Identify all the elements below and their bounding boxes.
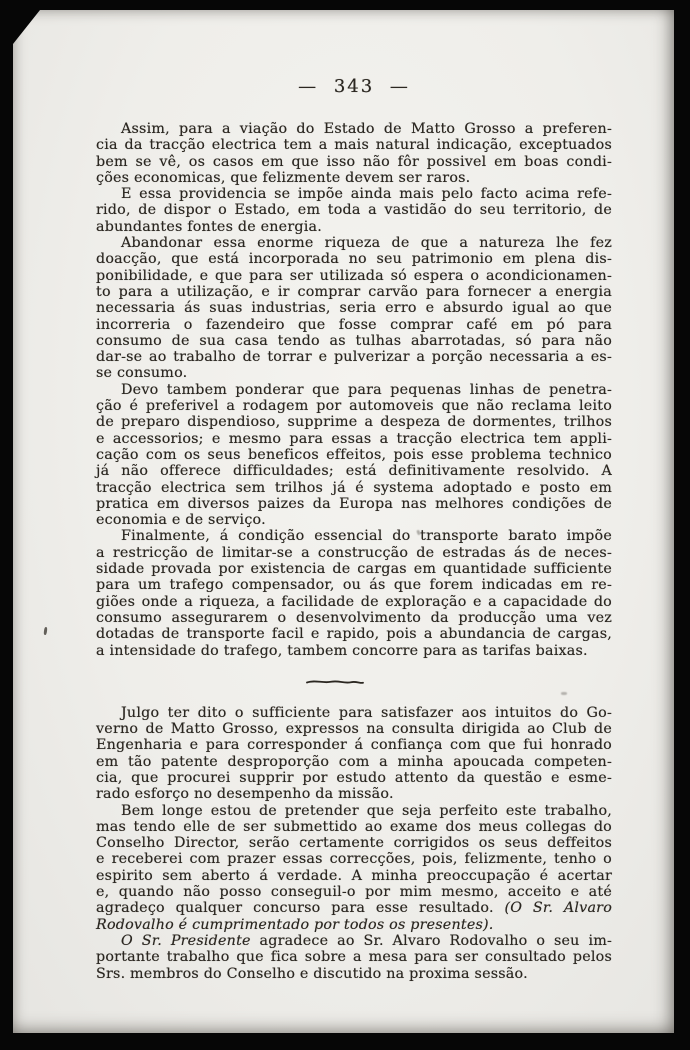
body-text: rado esforço no desempenho da missão. — [96, 786, 394, 803]
text-line — [96, 561, 612, 577]
body-text: incorreria o fazendeiro que fosse comprar café em pó para — [96, 316, 612, 333]
paragraph — [96, 528, 612, 658]
paragraph — [96, 705, 612, 803]
paragraph — [96, 933, 612, 982]
body-text: Devo tambem ponderar que para pequenas linhas de penetra- — [121, 381, 612, 398]
scanned-page — [13, 10, 674, 1033]
page-number: — 343 — — [298, 76, 410, 97]
text-line — [96, 480, 612, 496]
text-line — [96, 349, 612, 365]
ink-speck — [43, 627, 47, 635]
body-text: consumo assegurarem o desenvolvimento da producção uma vez — [96, 609, 612, 626]
body-text: agradeço qualquer concurso para esse resultado. — [96, 900, 505, 917]
body-text: para um trafego compensador, ou ás que forem indicadas em re- — [96, 577, 612, 594]
text-line — [96, 851, 612, 867]
body-text: sidade provada por existencia de cargas em quantidade sufficiente — [96, 561, 612, 578]
body-text: Engenharia e para corresponder á confiança com que fui honrado — [96, 737, 612, 754]
paragraph — [96, 186, 612, 235]
body-text: ções economicas, que felizmente devem ser raros. — [96, 169, 471, 186]
text-line — [96, 754, 612, 770]
text-line — [96, 803, 612, 819]
body-text: rido, de dispor o Estado, em toda a vastidão do seu territorio, de — [96, 202, 612, 219]
paragraph — [96, 803, 612, 933]
text-line — [96, 463, 612, 479]
text-line — [96, 819, 612, 835]
section-divider — [306, 674, 364, 683]
body-text: e receberei com prazer essas correcções, pois, felizmente, tenho o — [96, 851, 612, 868]
paragraph — [96, 121, 612, 186]
italic-text: (O Sr. Alvaro — [504, 900, 613, 917]
text-line — [96, 219, 612, 235]
text-block — [96, 121, 612, 982]
body-text: E essa providencia se impõe ainda mais pelo facto acima refe- — [121, 186, 612, 203]
body-text: a restricção de limitar-se a construcção de estradas ás de neces- — [96, 544, 612, 561]
text-line — [96, 137, 612, 153]
body-text: ção é preferivel a rodagem por automoveis que não reclama leito — [96, 398, 612, 415]
text-line — [96, 333, 612, 349]
text-line — [96, 528, 612, 544]
text-line — [96, 365, 612, 381]
body-text: necessaria ás suas industrias, seria erro e absurdo igual ao que — [96, 300, 612, 317]
text-line — [96, 154, 612, 170]
text-line — [96, 235, 612, 251]
text-line — [96, 382, 612, 398]
text-line — [96, 202, 612, 218]
text-line — [96, 917, 612, 933]
body-text: Assim, para a viação do Estado de Matto Grosso a preferen- — [121, 121, 612, 137]
body-text: pratica em diversos paizes da Europa nas melhores condições de — [96, 495, 612, 512]
text-line — [96, 496, 612, 512]
text-line — [96, 966, 612, 982]
body-text: abundantes fontes de energia. — [96, 218, 322, 235]
body-text: de preparo dispendioso, supprime a despeza de dormentes, trilhos — [96, 414, 612, 431]
text-line — [96, 431, 612, 447]
body-text: Bem longe estou de pretender que seja perfeito este trabalho, — [121, 802, 612, 819]
body-text: em tão patente desproporção com a minha apoucada competen- — [96, 753, 612, 770]
body-text: agradece ao Sr. Alvaro Rodovalho o seu im- — [250, 932, 612, 949]
text-line — [96, 398, 612, 414]
text-line — [96, 121, 612, 137]
body-text: portante trabalho que fica sobre a mesa para ser consultado pelos — [96, 949, 612, 966]
text-line — [96, 643, 612, 659]
paragraph — [96, 382, 612, 529]
body-text: economia e de serviço. — [96, 512, 266, 529]
body-text: e, quando não posso conseguil-o por mim mesmo, acceito e até — [96, 884, 612, 901]
body-text: Srs. membros do Conselho e discutido na proxima sessão. — [96, 965, 528, 982]
text-line — [96, 949, 612, 965]
ink-speck — [561, 692, 567, 695]
text-line — [96, 268, 612, 284]
text-line — [96, 737, 612, 753]
body-text: se consumo. — [96, 365, 188, 382]
text-line — [96, 284, 612, 300]
body-text: e accessorios; e mesmo para essas a tracção electrica tem appli- — [96, 430, 612, 447]
paragraph — [96, 235, 612, 382]
italic-text: O Sr. Presidente — [121, 932, 251, 949]
body-text: verno de Matto Grosso, expressos na consulta dirigida ao Club de — [96, 721, 612, 738]
body-text: mas tendo elle de ser submettido ao exame dos meus collegas do — [96, 818, 612, 835]
text-line — [96, 186, 612, 202]
body-text: Julgo ter dito o sufficiente para satisfazer aos intuitos do Go- — [121, 704, 612, 721]
text-line — [96, 414, 612, 430]
body-text: tracção electrica sem trilhos já é systema adoptado e posto em — [96, 479, 612, 496]
text-line — [96, 251, 612, 267]
body-text: já não offerece difficuldades; está definitivamente resolvido. A — [96, 463, 612, 480]
text-line — [96, 317, 612, 333]
text-line — [96, 447, 612, 463]
body-text: Abandonar essa enorme riqueza de que a natureza lhe fez — [121, 235, 612, 252]
body-text: Finalmente, á condição essencial do transporte barato impõe — [121, 528, 612, 545]
text-line — [96, 884, 612, 900]
body-text: cia da tracção electrica tem a mais natural indicação, exceptuados — [96, 137, 612, 154]
italic-text: Rodovalho é cumprimentado por todos os presentes). — [96, 916, 494, 933]
text-line — [96, 594, 612, 610]
body-text: consumo de sua casa tendo as tulhas abarrotadas, só para não — [96, 332, 612, 349]
body-text: to para a utilização, e ir comprar carvão para fornecer a energia — [96, 283, 612, 300]
body-text: bem se vê, os casos em que isso não fôr possivel em boas condi- — [96, 153, 612, 170]
body-text: doacção, que está incorporada no seu patrimonio em plena dis- — [96, 251, 612, 268]
body-text: a intensidade do trafego, tambem concorre para as tarifas baixas. — [96, 642, 588, 659]
text-line — [96, 835, 612, 851]
body-text: ponibilidade, e que para ser utilizada só espera o acondicionamen- — [96, 267, 612, 284]
text-line — [96, 705, 612, 721]
body-text: cia, que procurei supprir por estudo attento da questão e esme- — [96, 769, 612, 786]
body-text: cação com os seus beneficos effeitos, pois esse problema technico — [96, 446, 612, 463]
text-line — [96, 933, 612, 949]
body-text: espirito sem aberto á verdade. A minha preoccupação é acertar — [96, 867, 612, 884]
body-text: dotadas de transporte facil e rapido, pois a abundancia de cargas, — [96, 626, 612, 643]
text-line — [96, 610, 612, 626]
text-line — [96, 900, 612, 916]
text-line — [96, 626, 612, 642]
text-line — [96, 512, 612, 528]
text-line — [96, 770, 612, 786]
text-line — [96, 300, 612, 316]
text-line — [96, 868, 612, 884]
text-line — [96, 721, 612, 737]
text-line — [96, 786, 612, 802]
text-line — [96, 170, 612, 186]
body-text: dar-se ao trabalho de torrar e pulverizar a porção necessaria a es- — [96, 349, 612, 366]
body-text: Conselho Director, serão certamente corrigidos os seus deffeitos — [96, 835, 612, 852]
text-line — [96, 577, 612, 593]
text-line — [96, 545, 612, 561]
body-text: giões onde a riqueza, a facilidade de exploração e a capacidade do — [96, 593, 612, 610]
